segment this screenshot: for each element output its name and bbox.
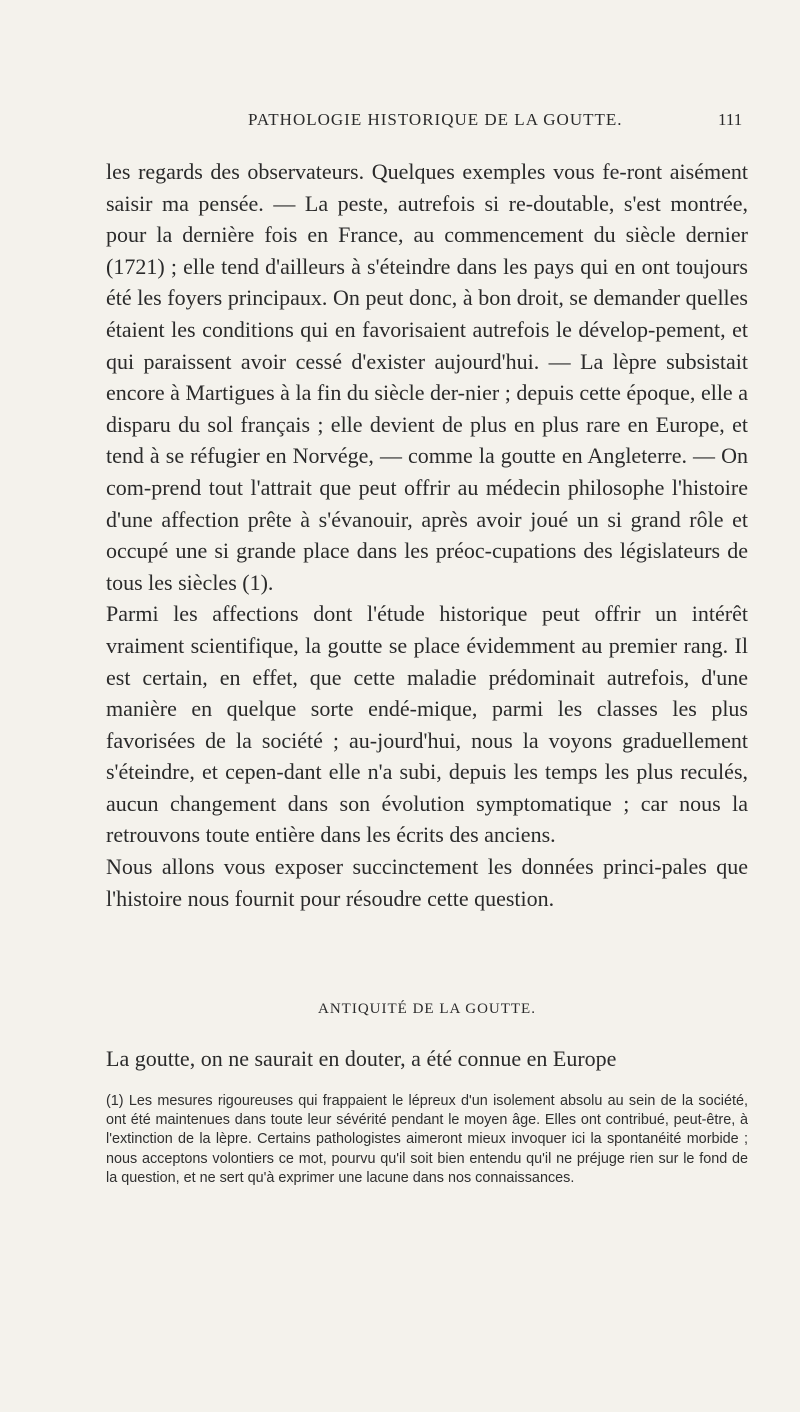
running-head: [248, 110, 748, 138]
paragraph: Parmi les affections dont l'étude historique peut offrir un intérêt vraiment scientifique, la goutte se place évidemment au premier rang. Il est certain, en effet, que cette maladie prédominait autrefois, d'une manière en quelque sorte endé-mique, parmi les classes les plus favorisées de la société ; au-jourd'hui, nous la voyons graduellement s'éteindre, et cepen-dant elle n'a subi, depuis les temps les plus reculés, aucun changement dans son évolution symptomatique ; car nous la retrouvons toute entière dans les écrits des anciens.: [106, 601, 748, 848]
section-first-line: La goutte, on ne saurait en douter, a été connue en Europe: [106, 1046, 617, 1071]
paragraph: les regards des observateurs. Quelques exemples vous fe-ront aisément saisir ma pensée. — La peste, autrefois si re-doutable, s'est montrée, pour la dernière fois en France, au commencement du siècle dernier (1721) ; elle tend d'ailleurs à s'éteindre dans les pays qui en ont toujours été les foyers principaux. On peut donc, à bon droit, se demander quelles étaient les conditions qui en favorisaient autrefois le dévelop-pement, et qui paraissent avoir cessé d'exister aujourd'hui. — La lèpre subsistait encore à Martigues à la fin du siècle der-nier ; depuis cette époque, elle a disparu du sol français ; elle devient de plus en plus rare en Europe, et tend à se réfugier en Norvége, — comme la goutte en Angleterre. — On com-prend tout l'attrait que peut offrir au médecin philosophe l'histoire d'une affection prête à s'évanouir, après avoir joué un si grand rôle et occupé une si grande place dans les préoc-cupations des législateurs de tous les siècles (1).: [106, 159, 748, 595]
body-text: [106, 156, 748, 914]
page-number: 111: [718, 110, 743, 129]
running-title: PATHOLOGIE HISTORIQUE DE LA GOUTTE.: [248, 110, 623, 129]
footnote: (1) Les mesures rigoureuses qui frappaient le lépreux d'un isolement absolu au sein de la société, ont été maintenues dans toute leur sévérité pendant le moyen âge. Elles ont contribué, peut-être, à l'extinction de la lèpre. Certains pathologistes aimeront mieux invoquer ici la spontanéité morbide ; nous acceptons volontiers ce mot, pourvu qu'il soit bien entendu qu'il ne préjuge rien sur le fond de la question, et ne sert qu'à exprimer une lacune dans nos connaissances.: [106, 1093, 748, 1186]
paragraph: Nous allons vous exposer succinctement les données princi-pales que l'histoire nous fournit pour résoudre cette question.: [106, 854, 748, 911]
section-heading: ANTIQUITÉ DE LA GOUTTE.: [318, 1001, 536, 1017]
